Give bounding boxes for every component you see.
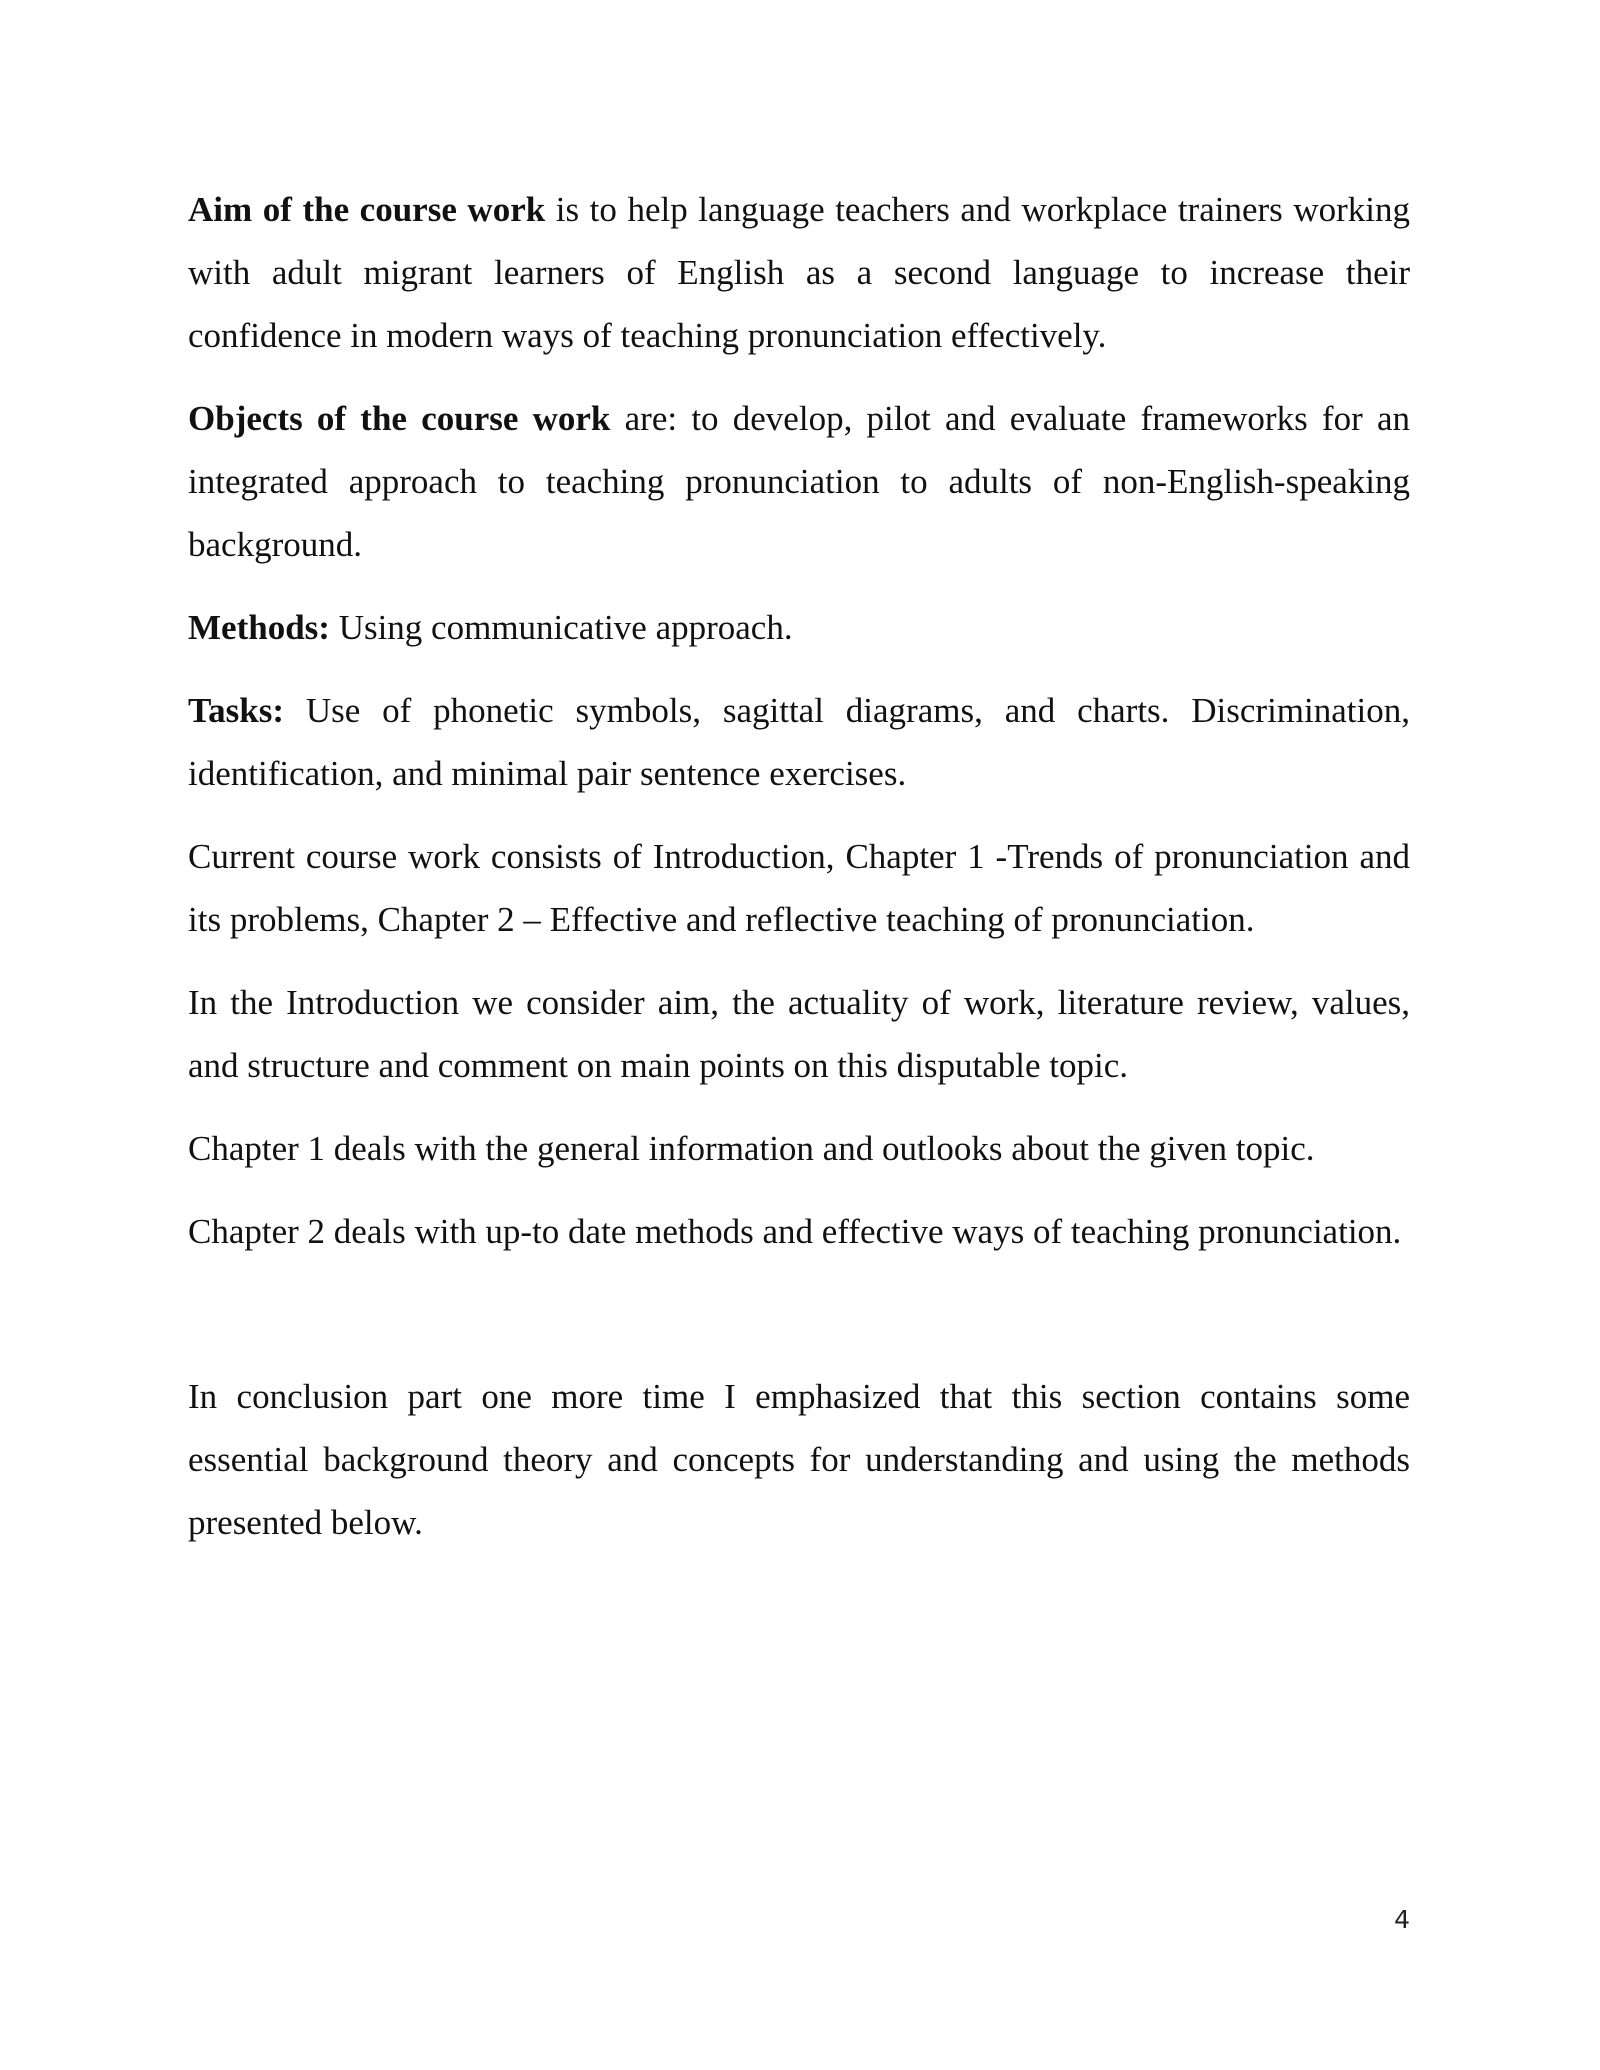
methods-paragraph — [188, 596, 1410, 659]
aim-paragraph — [188, 178, 1410, 367]
chapter-2-paragraph: Chapter 2 deals with up-to date methods and effective ways of teaching pronunciation. — [188, 1212, 1402, 1251]
tasks-paragraph — [188, 679, 1410, 805]
chapter-1-paragraph: Chapter 1 deals with the general information and outlooks about the given topic. — [188, 1129, 1315, 1168]
paragraph-gap — [188, 1283, 1410, 1365]
tasks-label: Tasks: — [188, 691, 284, 730]
aim-label: Aim of the course work — [188, 190, 546, 229]
structure-paragraph: Current course work consists of Introduction, Chapter 1 -Trends of pronunciation and its problems, Chapter 2 – Effective and reflective teaching of pronunciation. — [188, 837, 1410, 939]
introduction-paragraph: In the Introduction we consider aim, the actuality of work, literature review, values, and structure and comment on main points on this disputable topic. — [188, 983, 1410, 1085]
methods-label: Methods: — [188, 608, 330, 647]
objects-text: are: to develop, pilot and evaluate frameworks for an integrated approach to teaching pronunciation to adults of non-English-speaking background. — [188, 399, 1411, 564]
conclusion-paragraph: In conclusion part one more time I emphasized that this section contains some essential background theory and concepts for understanding and using the methods presented below. — [188, 1377, 1410, 1542]
objects-label: Objects of the course work — [188, 399, 611, 438]
methods-text: Using communicative approach. — [329, 608, 793, 647]
page-body — [188, 178, 1410, 1574]
tasks-text: Use of phonetic symbols, sagittal diagrams, and charts. Discrimination, identification, and minimal pair sentence exercises. — [188, 691, 1410, 793]
page-number: 4 — [1394, 1905, 1410, 1934]
objects-paragraph — [188, 387, 1410, 576]
aim-text: is to help language teachers and workplace trainers working with adult migrant learners of English as a second language to increase their confidence in modern ways of teaching pronunciation effectively. — [188, 190, 1410, 355]
